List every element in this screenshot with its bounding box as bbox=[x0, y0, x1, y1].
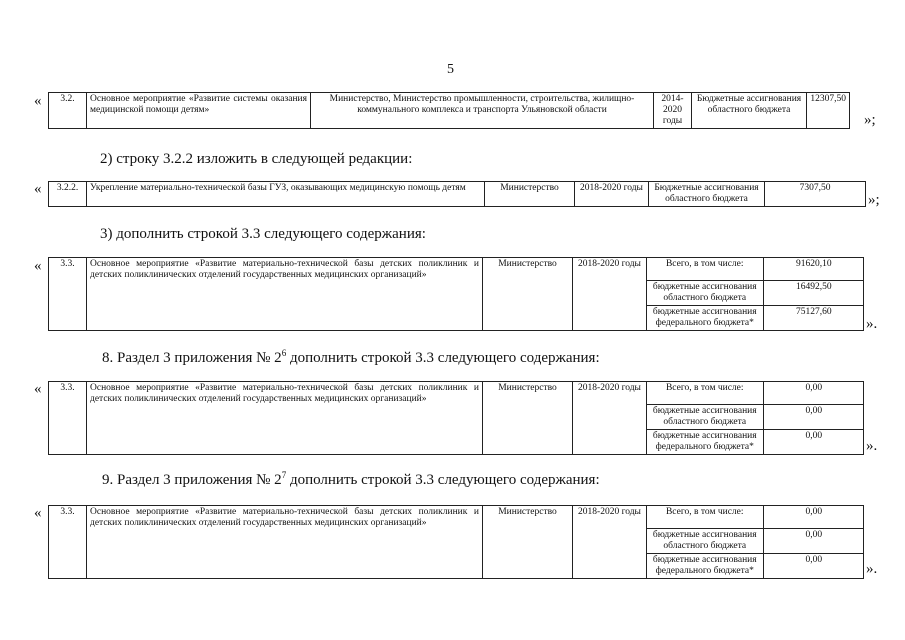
open-quote: « bbox=[34, 505, 42, 521]
measure-name: Укрепление материально-технической базы ГУЗ, оказывающих медицинскую помощь детям bbox=[87, 182, 485, 207]
funding-table bbox=[647, 382, 864, 454]
funding-source: бюджетные ассигнования федерального бюджета* bbox=[652, 306, 757, 328]
funding-source: бюджетные ассигнования областного бюджета bbox=[647, 280, 763, 305]
executor: Министерство bbox=[483, 506, 573, 579]
years: 2018-2020 годы bbox=[573, 258, 647, 331]
row-number: 3.2. bbox=[49, 93, 87, 129]
page-number: 5 bbox=[447, 62, 454, 77]
years: 2014-2020 годы bbox=[654, 93, 692, 129]
row-number: 3.2.2. bbox=[49, 182, 87, 207]
open-quote: « bbox=[34, 181, 42, 197]
open-quote: « bbox=[34, 93, 42, 109]
table-row-3-3 bbox=[48, 505, 864, 579]
open-quote: « bbox=[34, 381, 42, 397]
section-heading: 8. Раздел 3 приложения № $2^6$ дополнить строкой 3.3 следующего содержания: bbox=[102, 348, 600, 366]
close-quote: »; bbox=[868, 192, 880, 208]
funding-source: Всего, в том числе: bbox=[647, 506, 763, 528]
funding-breakdown bbox=[647, 382, 864, 455]
amount: 0,00 bbox=[763, 553, 864, 578]
close-quote: ». bbox=[866, 438, 878, 454]
funding-source: Всего, в том числе: bbox=[647, 258, 763, 280]
amount: 0,00 bbox=[763, 382, 864, 404]
table-row-3-2-2 bbox=[48, 181, 866, 207]
table-row-3-2 bbox=[48, 92, 850, 129]
open-quote: « bbox=[34, 258, 42, 274]
section-heading: 2) строку 3.2.2 изложить в следующей редакции: bbox=[100, 151, 413, 167]
funding-table bbox=[647, 258, 864, 330]
row-number: 3.3. bbox=[49, 258, 87, 331]
funding-breakdown bbox=[647, 258, 864, 331]
table-row-3-3 bbox=[48, 381, 864, 455]
funding-source: бюджетные ассигнования областного бюджета bbox=[647, 404, 763, 429]
amount: 0,00 bbox=[763, 429, 864, 454]
funding-source: бюджетные ассигнования федерального бюджета* bbox=[652, 430, 757, 452]
funding-source: Бюджетные ассигнования областного бюджета bbox=[692, 93, 807, 129]
funding-source: бюджетные ассигнования областного бюджета bbox=[647, 528, 763, 553]
years: 2018-2020 годы bbox=[573, 382, 647, 455]
row-number: 3.3. bbox=[49, 382, 87, 455]
years: 2018-2020 годы bbox=[575, 182, 649, 207]
measure-name: Основное мероприятие «Развитие материально-технической базы детских поликлиник и детских поликлинических отделений государственных медицинских организаций» bbox=[87, 382, 483, 455]
years: 2018-2020 годы bbox=[573, 506, 647, 579]
amount: 91620,10 bbox=[763, 258, 864, 280]
executor: Министерство, Министерство промышленности, строительства, жилищно-коммунального комплекса и транспорта Ульяновской области bbox=[311, 93, 654, 129]
measure-name: Основное мероприятие «Развитие системы оказания медицинской помощи детям» bbox=[87, 93, 311, 129]
row-number: 3.3. bbox=[49, 506, 87, 579]
funding-source: бюджетные ассигнования федерального бюджета* bbox=[652, 554, 757, 576]
table-row-3-3 bbox=[48, 257, 864, 331]
measure-name: Основное мероприятие «Развитие материально-технической базы детских поликлиник и детских поликлинических отделений государственных медицинских организаций» bbox=[87, 258, 483, 331]
executor: Министерство bbox=[483, 382, 573, 455]
executor: Министерство bbox=[483, 258, 573, 331]
funding-breakdown bbox=[647, 506, 864, 579]
section-heading: 3) дополнить строкой 3.3 следующего содержания: bbox=[100, 226, 426, 242]
amount: 0,00 bbox=[763, 528, 864, 553]
funding-source: Бюджетные ассигнования областного бюджета bbox=[649, 182, 765, 207]
amount: 0,00 bbox=[763, 506, 864, 528]
amount: 0,00 bbox=[763, 404, 864, 429]
close-quote: ». bbox=[866, 316, 878, 332]
amount: 7307,50 bbox=[765, 182, 866, 207]
measure-name: Основное мероприятие «Развитие материально-технической базы детских поликлиник и детских поликлинических отделений государственных медицинских организаций» bbox=[87, 506, 483, 579]
close-quote: ». bbox=[866, 561, 878, 577]
amount: 16492,50 bbox=[763, 280, 864, 305]
section-heading: 9. Раздел 3 приложения № $2^7$ дополнить строкой 3.3 следующего содержания: bbox=[102, 470, 600, 488]
close-quote: »; bbox=[864, 112, 876, 128]
executor: Министерство bbox=[485, 182, 575, 207]
amount: 12307,50 bbox=[807, 93, 850, 129]
funding-source: Всего, в том числе: bbox=[647, 382, 763, 404]
funding-table bbox=[647, 506, 864, 578]
amount: 75127,60 bbox=[763, 305, 864, 330]
